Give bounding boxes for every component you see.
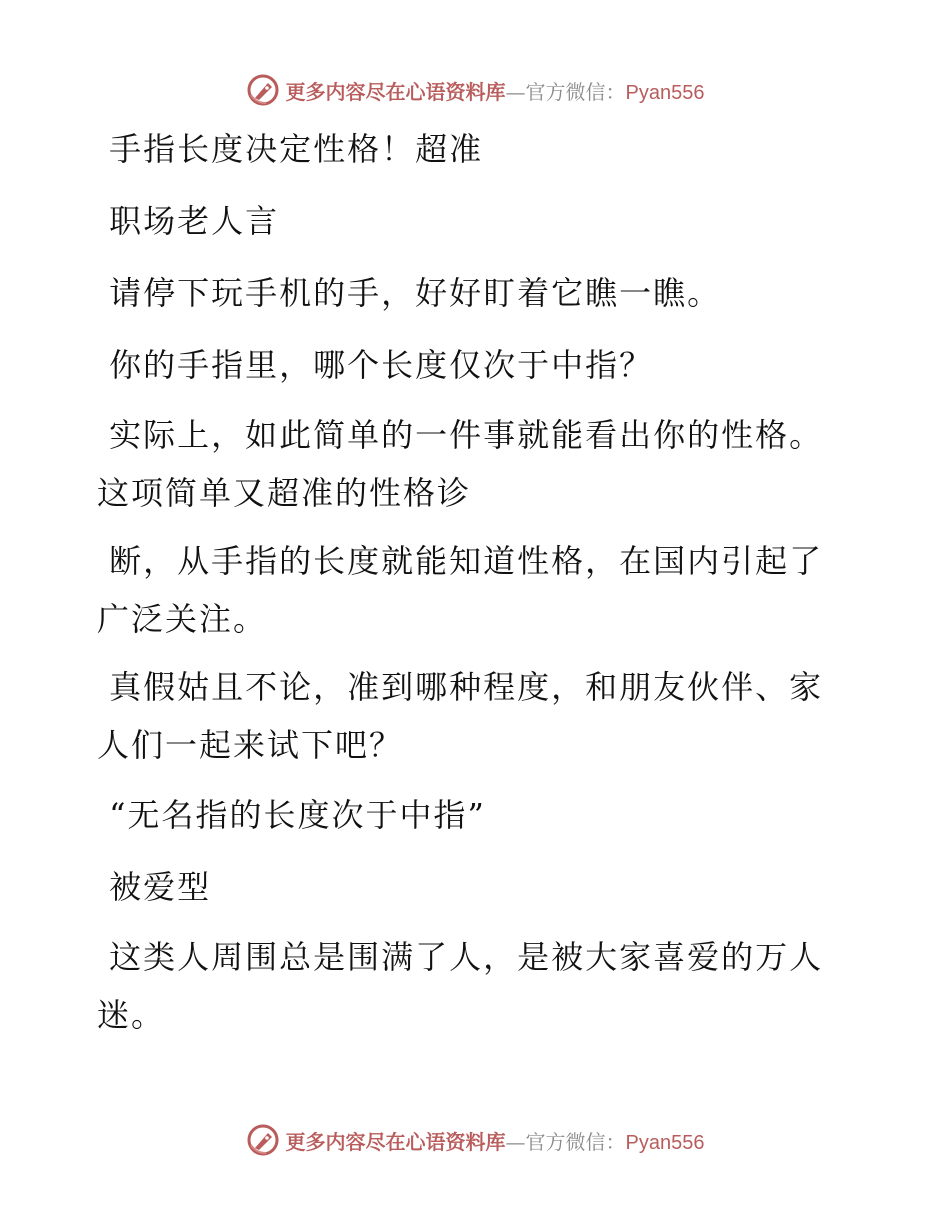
footer-banner-wechat-id: Pyan556	[625, 1131, 705, 1154]
section-heading: “无名指的长度次于中指”	[97, 796, 486, 834]
footer-banner	[0, 1120, 950, 1160]
section-subheading: 被爱型	[97, 868, 212, 906]
paragraph: 真假姑且不论，准到哪种程度，和朋友伙伴、家人们一起来试下吧？	[97, 668, 824, 764]
header-banner-main: 更多内容尽在心语资料库	[285, 79, 506, 104]
header-banner-official-label: 官方微信：	[525, 79, 626, 104]
header-banner-separator: —	[505, 79, 526, 104]
header-banner	[0, 70, 950, 110]
header-banner-text	[286, 76, 705, 105]
article-title: 手指长度决定性格！超准	[97, 130, 484, 168]
paragraph: 实际上，如此简单的一件事就能看出你的性格。这项简单又超准的性格诊	[97, 416, 824, 512]
paragraph: 这类人周围总是围满了人，是被大家喜爱的万人迷。	[97, 938, 824, 1034]
article-body	[97, 118, 837, 1044]
footer-banner-text	[286, 1126, 705, 1155]
article-author: 职场老人言	[97, 202, 280, 240]
pen-nib-logo-icon	[246, 73, 280, 107]
footer-banner-official-label: 官方微信：	[525, 1129, 626, 1154]
paragraph: 请停下玩手机的手，好好盯着它瞧一瞧。	[97, 274, 722, 312]
header-banner-wechat-id: Pyan556	[625, 81, 705, 104]
footer-banner-separator: —	[505, 1129, 526, 1154]
paragraph: 断，从手指的长度就能知道性格，在国内引起了广泛关注。	[97, 542, 824, 638]
paragraph: 你的手指里，哪个长度仅次于中指？	[97, 346, 654, 384]
footer-banner-main: 更多内容尽在心语资料库	[285, 1129, 506, 1154]
pen-nib-logo-icon	[246, 1123, 280, 1157]
